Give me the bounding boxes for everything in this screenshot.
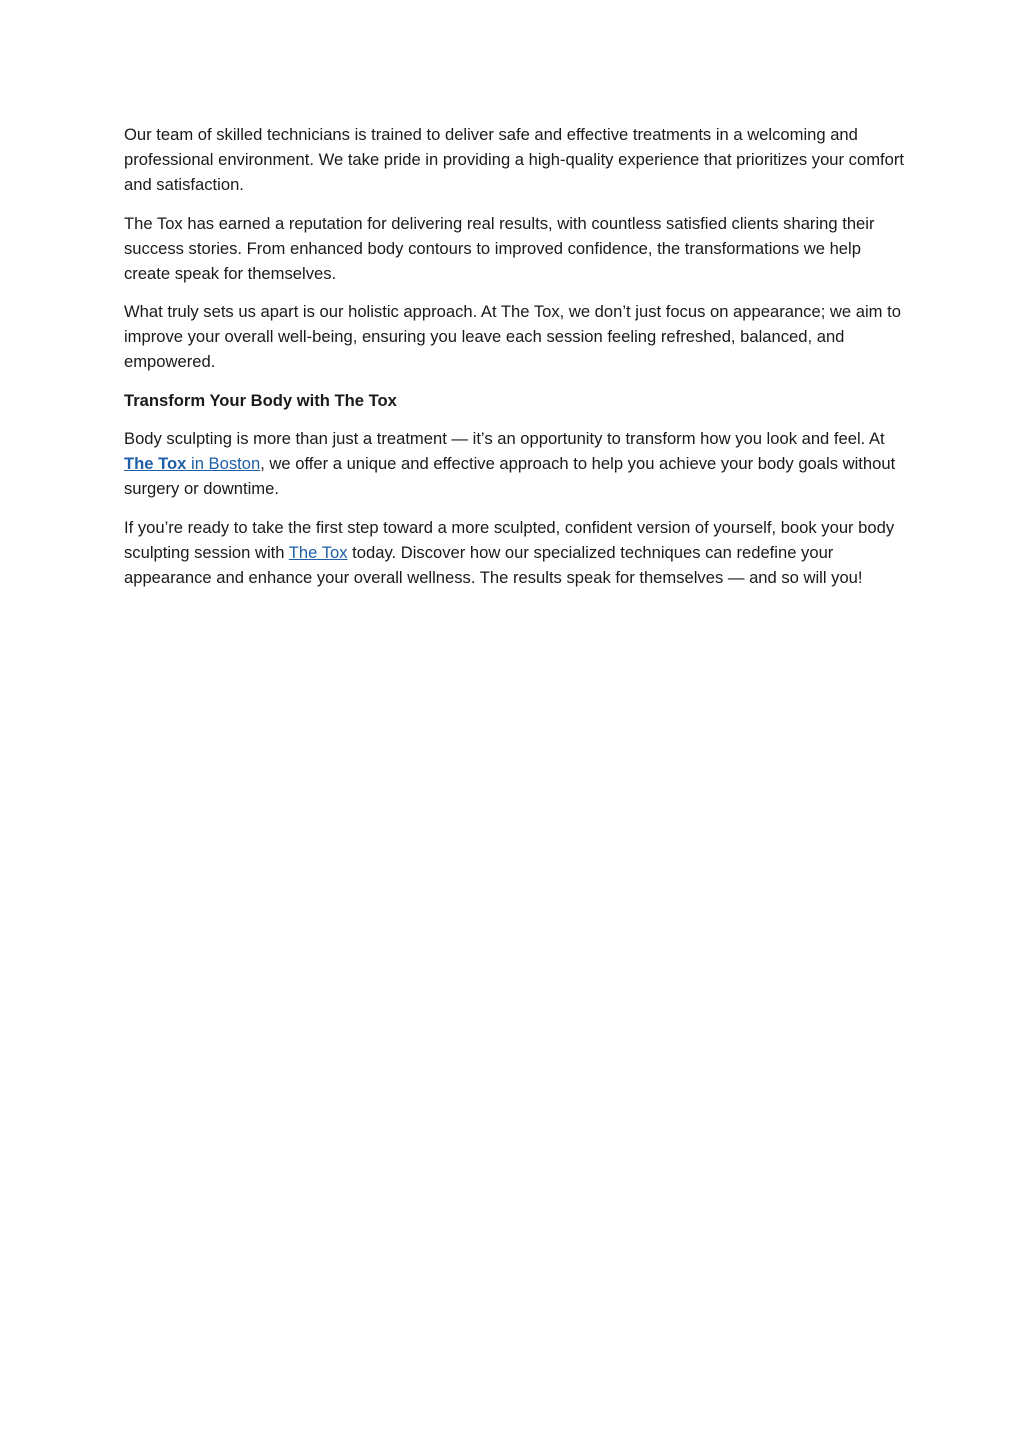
paragraph-body-sculpting xyxy=(124,426,904,501)
paragraph-call-to-action-text-start: If you’re ready to take the first step toward a more sculpted, confident version of yourself, book your body sculpting session with xyxy=(124,517,895,562)
the-tox-link[interactable]: The Tox xyxy=(288,542,348,562)
paragraph-call-to-action-text-end: today. Discover how our specialized techniques can redefine your appearance and enhance your overall wellness. The results speak for themselves — and so will you! xyxy=(124,542,863,587)
document-page xyxy=(124,122,904,603)
paragraph-body-sculpting-text-end: , we offer a unique and effective approach to help you achieve your body goals without surgery or downtime. xyxy=(124,454,896,498)
section-heading: Transform Your Body with The Tox xyxy=(124,390,397,410)
the-tox-link-bold: The Tox xyxy=(124,454,187,473)
in-boston-link-text: in Boston xyxy=(186,454,261,473)
paragraph-reputation: The Tox has earned a reputation for delivering real results, with countless satisfied clients sharing their success stories. From enhanced body contours to improved confidence, the transformations we help create speak for themselves. xyxy=(124,213,875,283)
paragraph-call-to-action xyxy=(124,515,904,590)
paragraph-body-sculpting-text-start: Body sculpting is more than just a treatment — it’s an opportunity to transform how you look and feel. At xyxy=(124,429,885,448)
paragraph-team: Our team of skilled technicians is trained to deliver safe and effective treatments in a welcoming and professional environment. We take pride in providing a high-quality experience that prioritizes your comfort and satisfaction. xyxy=(124,125,904,194)
the-tox-boston-link[interactable] xyxy=(124,454,260,473)
paragraph-holistic: What truly sets us apart is our holistic approach. At The Tox, we don’t just focus on appearance; we aim to improve your overall well-being, ensuring you leave each session feeling refreshed, balanced, and empowered. xyxy=(124,302,901,371)
